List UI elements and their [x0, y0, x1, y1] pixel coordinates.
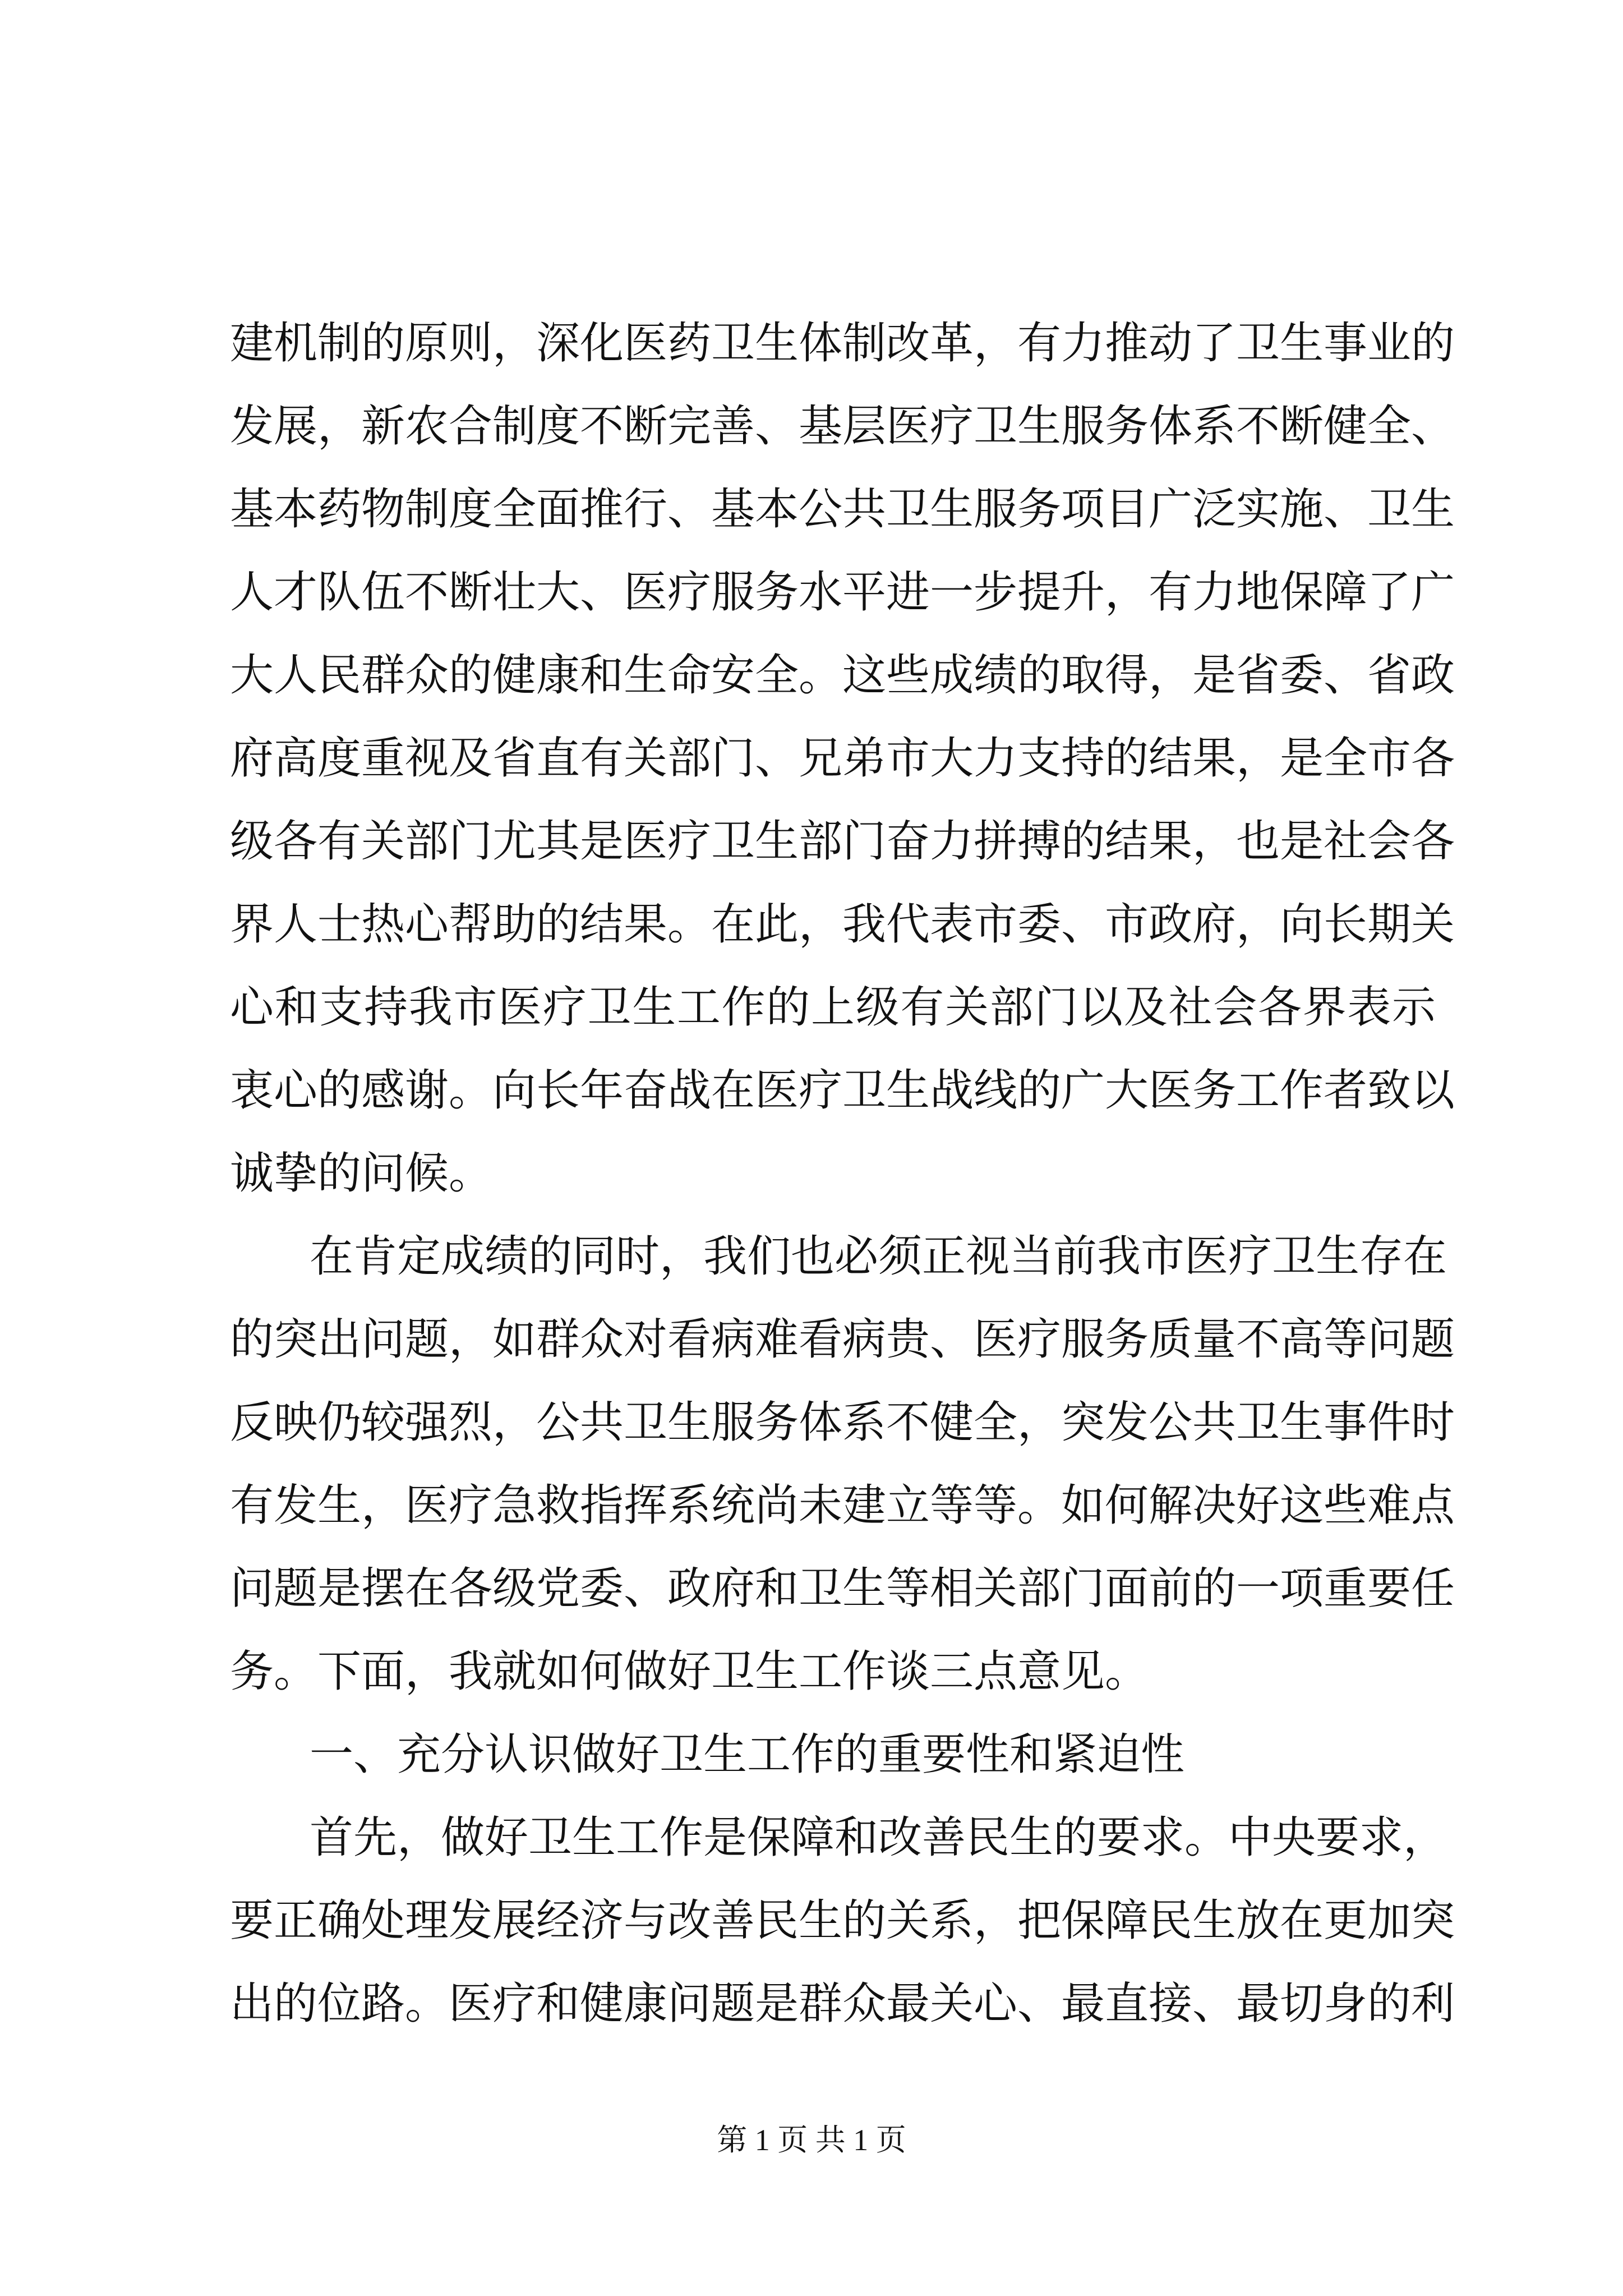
paragraph-2-first-line: 在肯定成绩的同时，我们也必须正视当前我市医疗卫生存在: [310, 1231, 1447, 1282]
text-line-8: 界人士热心帮助的结果。在此，我代表市委、市政府，向长期关: [230, 899, 1455, 950]
text-line-17: 务。下面，我就如何做好卫生工作谈三点意见。: [230, 1646, 1149, 1697]
text-line-13: 的突出问题，如群众对看病难看病贵、医疗服务质量不高等问题: [230, 1314, 1455, 1365]
text-line-11: 诚挚的问候。: [230, 1148, 493, 1199]
text-line-4: 人才队伍不断壮大、医疗服务水平进一步提升，有力地保障了广: [230, 567, 1455, 618]
text-line-21: 出的位路。医疗和健康问题是群众最关心、最直接、最切身的利: [230, 1978, 1455, 2029]
text-line-20: 要正确处理发展经济与改善民生的关系，把保障民生放在更加突: [230, 1895, 1455, 1946]
text-line-16: 问题是摆在各级党委、政府和卫生等相关部门面前的一项重要任: [230, 1563, 1455, 1614]
text-line-5: 大人民群众的健康和生命安全。这些成绩的取得，是省委、省政: [230, 650, 1455, 701]
text-line-14: 反映仍较强烈，公共卫生服务体系不健全，突发公共卫生事件时: [230, 1397, 1455, 1448]
text-line-7: 级各有关部门尤其是医疗卫生部门奋力拼搏的结果，也是社会各: [230, 816, 1455, 867]
text-line-2: 发展，新农合制度不断完善、基层医疗卫生服务体系不断健全、: [230, 401, 1455, 452]
text-line-6: 府高度重视及省直有关部门、兄弟市大力支持的结果，是全市各: [230, 733, 1455, 784]
section-heading: 一、充分认识做好卫生工作的重要性和紧迫性: [310, 1729, 1185, 1780]
page-footer: 第 1 页 共 1 页: [717, 2123, 906, 2157]
paragraph-3-first-line: 首先，做好卫生工作是保障和改善民生的要求。中央要求，: [310, 1812, 1447, 1863]
text-line-3: 基本药物制度全面推行、基本公共卫生服务项目广泛实施、卫生: [230, 484, 1455, 535]
text-line-9: 心和支持我市医疗卫生工作的上级有关部门以及社会各界表示: [230, 982, 1436, 1033]
text-line-1: 建机制的原则，深化医药卫生体制改革，有力推动了卫生事业的: [230, 318, 1455, 369]
text-line-15: 有发生，医疗急救指挥系统尚未建立等等。如何解决好这些难点: [230, 1480, 1455, 1531]
text-line-10: 衷心的感谢。向长年奋战在医疗卫生战线的广大医务工作者致以: [230, 1065, 1455, 1116]
